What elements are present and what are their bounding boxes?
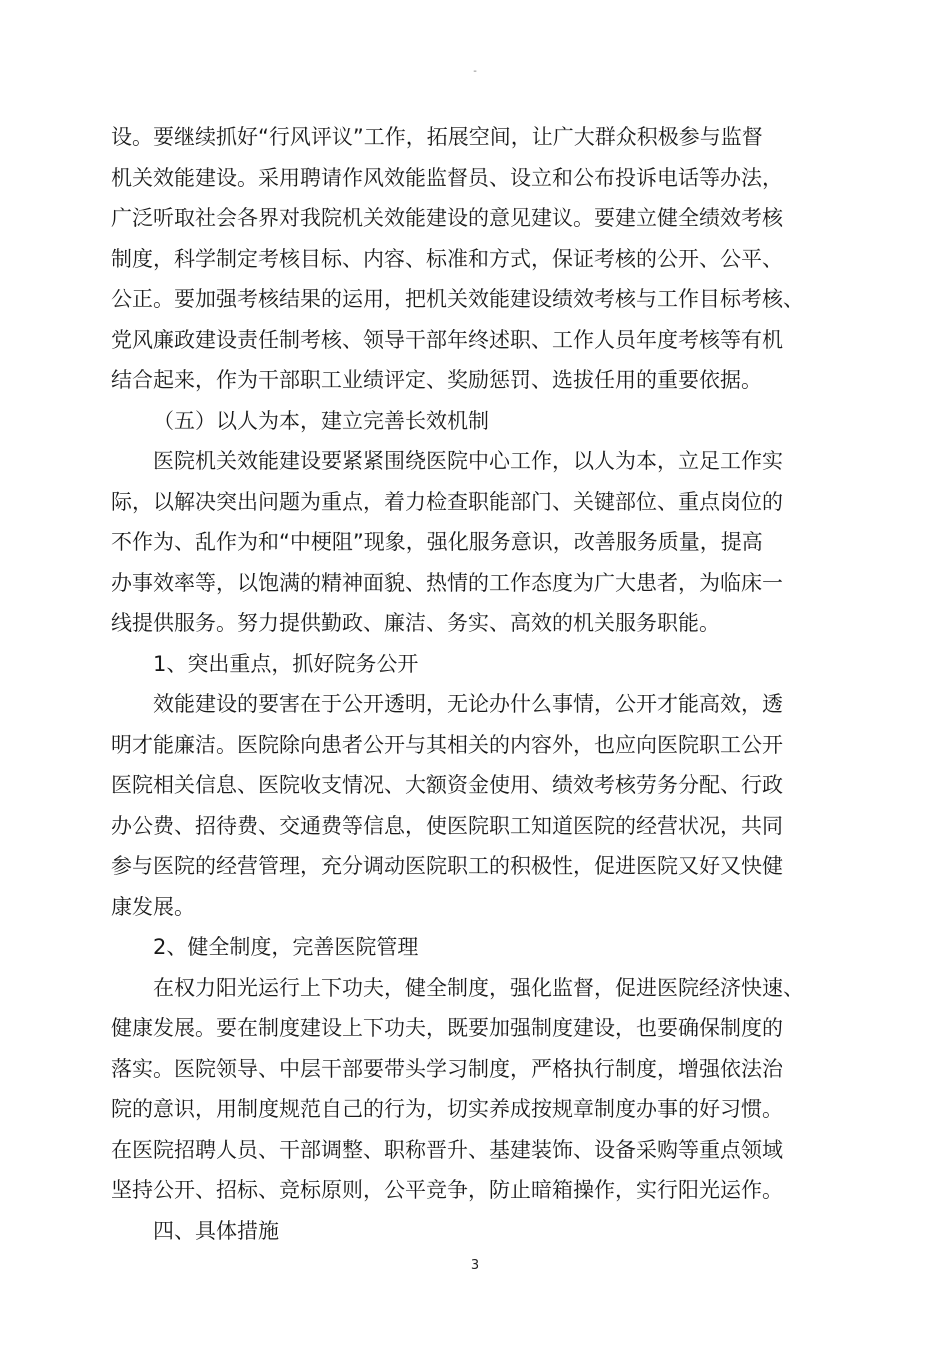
header-mark: - — [473, 66, 477, 77]
text-line: 广泛听取社会各界对我院机关效能建设的意见建议。要建立健全绩效考核 — [111, 206, 783, 230]
paragraph-first-line: 在权力阳光运行上下功夫，健全制度，强化监督，促进医院经济快速、 — [153, 975, 804, 1000]
paragraph-first-line: 效能建设的要害在于公开透明，无论办什么事情，公开才能高效，透 — [153, 692, 783, 716]
text-line: 际，以解决突出问题为重点，着力检查职能部门、关键部位、重点岗位的 — [111, 489, 783, 514]
text-line: 坚持公开、招标、竞标原则，公平竞争，防止暗箱操作，实行阳光运作。 — [111, 1178, 783, 1202]
text-line: 康发展。 — [111, 894, 195, 919]
section-heading: 四、具体措施 — [153, 1218, 279, 1243]
text-line: 不作为、乱作为和“中梗阻”现象，强化服务意识，改善服务质量，提高 — [111, 530, 763, 554]
text-line: 医院相关信息、医院收支情况、大额资金使用、绩效考核劳务分配、行政 — [111, 773, 783, 797]
text-line: 办公费、招待费、交通费等信息，使医院职工知道医院的经营状况，共同 — [111, 813, 783, 838]
text-line: 结合起来，作为干部职工业绩评定、奖励惩罚、选拔任用的重要依据。 — [111, 368, 762, 392]
section-heading: （五）以人为本，建立完善长效机制 — [153, 408, 489, 433]
text-line: 院的意识，用制度规范自己的行为，切实养成按规章制度办事的好习惯。 — [111, 1097, 783, 1121]
document-body — [111, 117, 811, 1251]
paragraph-first-line: 医院机关效能建设要紧紧围绕医院中心工作，以人为本，立足工作实 — [153, 449, 783, 473]
text-line: 设。要继续抓好“行风评议”工作，拓展空间，让广大群众积极参与监督 — [111, 125, 763, 149]
subsection-heading: 2、健全制度，完善医院管理 — [153, 935, 419, 959]
text-line: 办事效率等，以饱满的精神面貌、热情的工作态度为广大患者，为临床一 — [111, 570, 783, 595]
text-line: 公正。要加强考核结果的运用，把机关效能建设绩效考核与工作目标考核、 — [111, 287, 804, 311]
text-line: 落实。医院领导、中层干部要带头学习制度，严格执行制度，增强依法治 — [111, 1056, 783, 1081]
text-line: 参与医院的经营管理，充分调动医院职工的积极性，促进医院又好又快健 — [111, 854, 783, 878]
subsection-heading: 1、突出重点，抓好院务公开 — [153, 651, 419, 676]
text-line: 党风廉政建设责任制考核、领导干部年终述职、工作人员年度考核等有机 — [111, 327, 783, 352]
text-line: 制度，科学制定考核目标、内容、标准和方式，保证考核的公开、公平、 — [111, 246, 783, 271]
text-line: 明才能廉洁。医院除向患者公开与其相关的内容外，也应向医院职工公开 — [111, 732, 783, 757]
text-line: 线提供服务。努力提供勤政、廉洁、务实、高效的机关服务职能。 — [111, 611, 720, 635]
text-line: 健康发展。要在制度建设上下功夫，既要加强制度建设，也要确保制度的 — [111, 1016, 783, 1040]
page-number: 3 — [470, 1258, 480, 1273]
text-line: 机关效能建设。采用聘请作风效能监督员、设立和公布投诉电话等办法， — [111, 165, 783, 190]
text-line: 在医院招聘人员、干部调整、职称晋升、基建装饰、设备采购等重点领域 — [111, 1137, 783, 1162]
